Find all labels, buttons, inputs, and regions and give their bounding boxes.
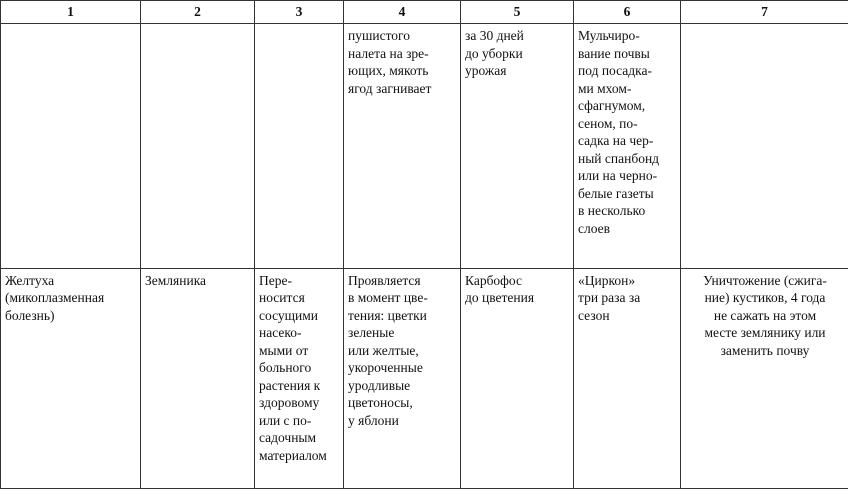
transmission-cell [255, 24, 344, 269]
biological-treatment-cell: Мульчиро- вание почвы под посадка- ми мхом- сфагнумом, сеном, по- садка на чер- ный спанбонд или на черно- белые газеты в несколько слоев [574, 24, 681, 269]
symptoms-cell: Проявляется в момент цве- тения: цветки зеленые или желтые, укороченные уродливые цветоносы, у яблони [344, 268, 461, 488]
biological-treatment-cell: «Циркон» три раза за сезон [574, 268, 681, 488]
disease-cell [1, 24, 141, 269]
column-number-3: 3 [255, 1, 344, 24]
column-number-5: 5 [461, 1, 574, 24]
crop-cell [141, 24, 255, 269]
column-number-4: 4 [344, 1, 461, 24]
column-number-6: 6 [574, 1, 681, 24]
chemical-treatment-cell: за 30 дней до уборки урожая [461, 24, 574, 269]
crop-cell: Земляника [141, 268, 255, 488]
disease-cell: Желтуха (микоплазменная болезнь) [1, 268, 141, 488]
table-row [1, 24, 848, 269]
symptoms-cell: пушистого налета на зре- ющих, мякоть ягод загнивает [344, 24, 461, 269]
agrotechnical-measures-cell: Уничтожение (сжига- ние) кустиков, 4 года не сажать на этом месте землянику или заменить почву [681, 268, 848, 488]
chemical-treatment-cell: Карбофос до цветения [461, 268, 574, 488]
column-number-7: 7 [681, 1, 848, 24]
column-number-2: 2 [141, 1, 255, 24]
table-row [1, 268, 848, 488]
transmission-cell: Пере- носится сосущими насеко- мыми от больного растения к здоровому или с по- садочным материалом [255, 268, 344, 488]
header-row [1, 1, 848, 24]
column-number-1: 1 [1, 1, 141, 24]
agrotechnical-measures-cell [681, 24, 848, 269]
